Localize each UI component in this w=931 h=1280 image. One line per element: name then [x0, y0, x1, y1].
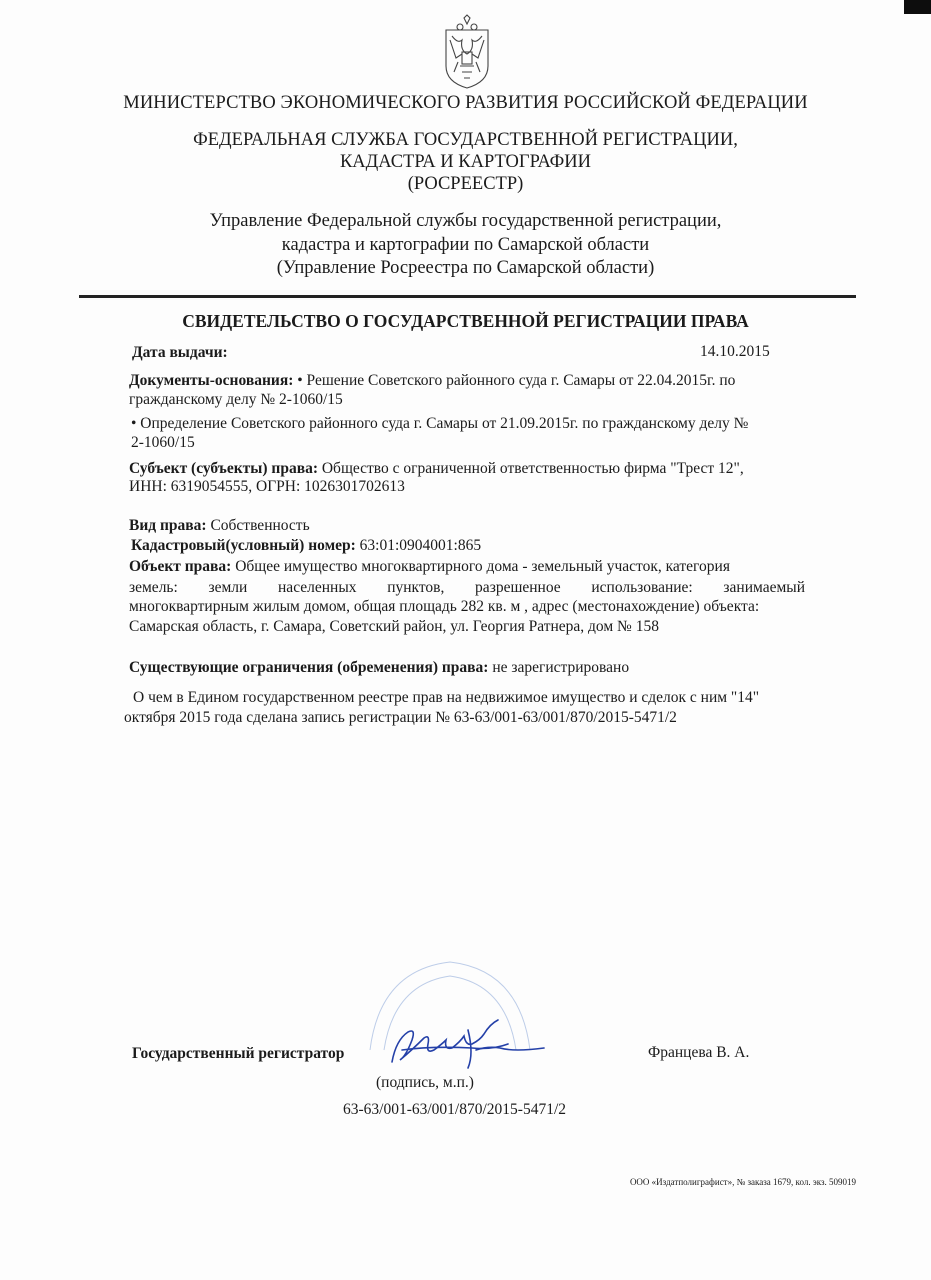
registration-number: 63-63/001-63/001/870/2015-5471/2 — [343, 1101, 567, 1118]
service-heading-line-3: (РОСРЕЕСТР) — [407, 174, 524, 194]
service-heading-line-1: ФЕДЕРАЛЬНАЯ СЛУЖБА ГОСУДАРСТВЕННОЙ РЕГИСТРАЦИИ, — [193, 130, 738, 150]
encumbrance-line: Существующие ограничения (обременения) права: не зарегистрировано — [129, 659, 630, 676]
cadastral-line: Кадастровый(условный) номер: 63:01:0904001:865 — [131, 537, 482, 554]
certificate-title: СВИДЕТЕЛЬСТВО О ГОСУДАРСТВЕННОЙ РЕГИСТРАЦИИ ПРАВА — [182, 311, 749, 331]
registrar-name: Францева В. А. — [648, 1044, 750, 1061]
header-divider — [79, 295, 856, 298]
record-line-2: октября 2015 года сделана запись регистрации № 63-63/001-63/001/870/2015-5471/2 — [124, 709, 677, 726]
object-line-1: Объект права: Общее имущество многоквартирного дома - земельный участок, категория — [129, 558, 730, 575]
basis-line-1: Документы-основания: • Решение Советского районного суда г. Самары от 22.04.2015г. по — [129, 372, 736, 389]
right-type-label: Вид права: — [129, 517, 207, 534]
basis-line-4: 2-1060/15 — [131, 434, 195, 451]
ministry-heading: МИНИСТЕРСТВО ЭКОНОМИЧЕСКОГО РАЗВИТИЯ РОССИЙСКОЙ ФЕДЕРАЦИИ — [123, 93, 808, 113]
object-label: Объект права: — [129, 558, 232, 575]
service-heading-line-2: КАДАСТРА И КАРТОГРАФИИ — [339, 152, 592, 172]
department-heading-line-3: (Управление Росреестра по Самарской области) — [276, 258, 655, 278]
basis-line-3: • Определение Советского районного суда г. Самары от 21.09.2015г. по гражданскому делу № — [131, 415, 749, 432]
encumbrance-label: Существующие ограничения (обременения) права: — [129, 659, 489, 676]
basis-line-2: гражданскому делу № 2-1060/15 — [129, 391, 343, 408]
issue-date-label: Дата выдачи: — [132, 344, 228, 361]
object-line-3: многоквартирным жилым домом, общая площадь 282 кв. м , адрес (местонахождение) объекта: — [129, 598, 760, 615]
department-heading-line-1: Управление Федеральной службы государственной регистрации, — [209, 211, 722, 231]
coat-of-arms-icon — [438, 14, 496, 90]
registrar-signature — [372, 1010, 552, 1078]
scan-edge-mark — [904, 0, 931, 14]
signature-note: (подпись, м.п.) — [376, 1074, 474, 1091]
department-heading-line-2: кадастра и картографии по Самарской области — [281, 235, 650, 255]
issue-date-value: 14.10.2015 — [700, 343, 770, 360]
cadastral-label: Кадастровый(условный) номер: — [131, 537, 356, 554]
subject-line-1: Субъект (субъекты) права: Общество с ограниченной ответственностью фирма "Трест 12", — [129, 460, 744, 477]
right-type-line: Вид права: Собственность — [129, 517, 310, 534]
subject-label: Субъект (субъекты) права: — [129, 460, 318, 477]
object-line-2: земель: земли населенных пунктов, разрешенное использование: занимаемый — [129, 579, 805, 596]
basis-label: Документы-основания: — [129, 372, 294, 389]
record-line-1: О чем в Едином государственном реестре прав на недвижимое имущество и сделок с ним "14" — [133, 689, 760, 706]
object-line-4: Самарская область, г. Самара, Советский район, ул. Георгия Ратнера, дом № 158 — [129, 618, 659, 635]
subject-line-2: ИНН: 6319054555, ОГРН: 1026301702613 — [129, 478, 405, 495]
registrar-label: Государственный регистратор — [132, 1045, 345, 1062]
printer-note: ООО «Издатполиграфист», № заказа 1679, кол. экз. 509019 — [629, 1177, 856, 1187]
